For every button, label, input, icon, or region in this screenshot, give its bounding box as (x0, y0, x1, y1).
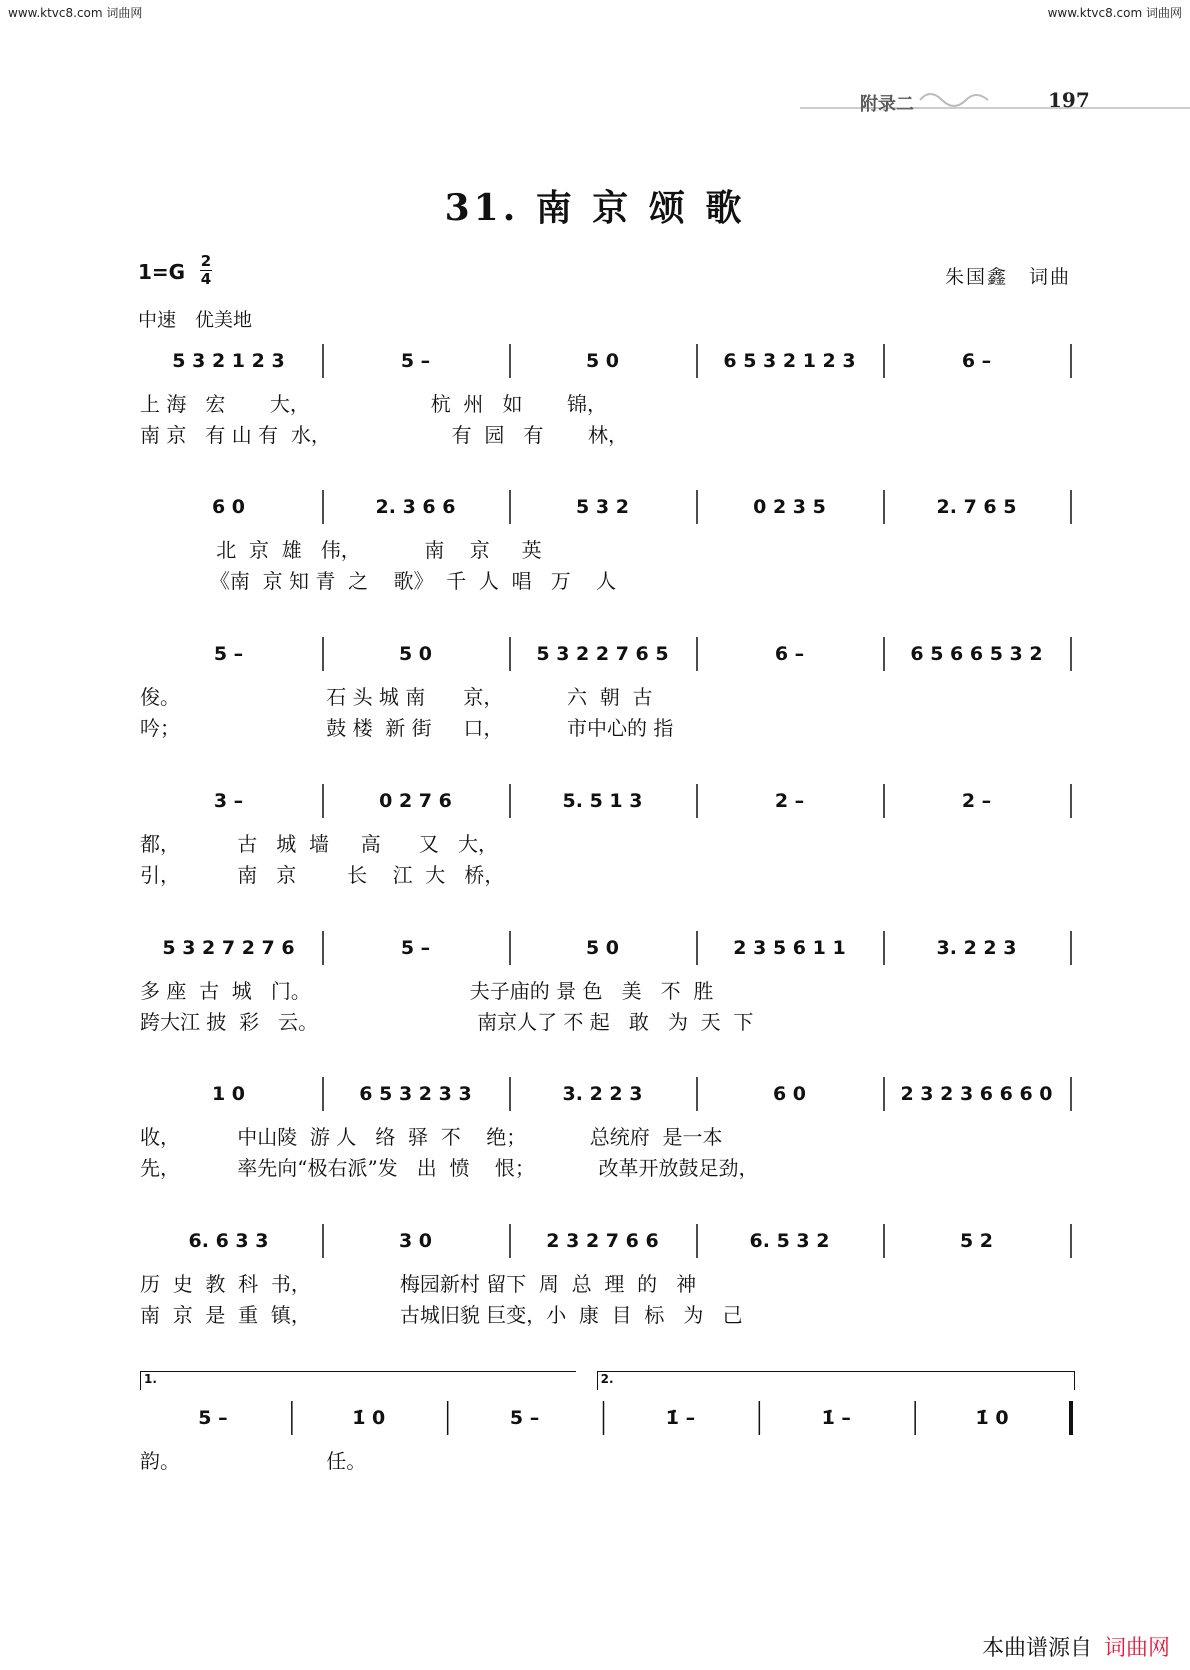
measure: 2 3 2 7 6 6 (546, 1230, 659, 1252)
measure: 5 0 (585, 937, 620, 959)
key-signature: 1=G (138, 260, 186, 284)
measure: 5 – (400, 350, 431, 372)
lyric-line-1: 都， 古 城 墙 高 又 大， (140, 832, 499, 856)
lyric-line-2: 《南 京 知 青 之 歌》 千 人 唱 万 人 (140, 569, 617, 593)
lyric-line-1: 收， 中山陵 游 人 络 驿 不 绝； 总统府 是一本 (140, 1125, 723, 1149)
lyric-line-1: 北 京 雄 伟， 南 京 英 (140, 538, 542, 562)
bar-lines (140, 486, 1075, 526)
measure: 5 2 (959, 1230, 994, 1252)
measure: 2. 3 6 6 (375, 496, 456, 518)
lyric-line-2: 南 京 是 重 镇， 古城旧貌 巨变，小 康 目 标 为 己 (140, 1303, 743, 1327)
measure: 5 – (198, 1407, 228, 1429)
measure: 6 – (774, 643, 805, 665)
footer-source: 本曲谱源自 (981, 1636, 1092, 1661)
bar-lines (140, 927, 1075, 967)
time-sig-top: 2 (200, 252, 212, 270)
volta-first: 1. (140, 1371, 576, 1390)
measure: 1 0 (211, 1083, 246, 1105)
bar-lines (140, 1073, 1075, 1113)
measure: 2. 7 6 5 (936, 496, 1017, 518)
lyric-line-2: 吟； 鼓 楼 新 街 口， 市中心的 指 (140, 716, 674, 740)
measure: 5 3 2 (576, 496, 629, 518)
measure: 3 0 (398, 1230, 433, 1252)
bar-lines (140, 780, 1075, 820)
time-signature (200, 253, 212, 288)
measure: 6. 6 3 3 (188, 1230, 269, 1252)
measure: 2 3 2 3 6 6 6 0 (900, 1083, 1053, 1105)
song-title: 31. 南 京 颂 歌 (444, 187, 746, 229)
page-number: 197 (1048, 88, 1090, 112)
tempo-marking: 中速 优美地 (138, 309, 253, 331)
footer-site: 词曲网 (1103, 1636, 1170, 1661)
measure: 6 0 (772, 1083, 807, 1105)
volta-second: 2. (597, 1371, 1075, 1390)
measure: 6 5 3 2 1 2 3 (723, 350, 856, 372)
measure: 3 – (213, 790, 244, 812)
time-sig-bottom: 4 (200, 270, 212, 288)
measure: 5. 5 1 3 (562, 790, 643, 812)
measure: 1̇ – (665, 1407, 696, 1429)
measure: 5 0 (398, 643, 433, 665)
composer-credit: 朱国鑫 词曲 (945, 266, 1072, 288)
measure: 1̇ – (821, 1407, 851, 1429)
measure: 5 – (400, 937, 431, 959)
watermark-right: www.ktvc8.com 词曲网 (1047, 6, 1182, 20)
measure: 5 3 2 2 7 6 5 (536, 643, 669, 665)
bar-lines (140, 1220, 1075, 1260)
measure: 5 0 (585, 350, 620, 372)
measure: 6. 5 3 2 (749, 1230, 830, 1252)
measure: 5 3 2 7 2 7 6 (162, 937, 295, 959)
measure: 6 0 (211, 496, 246, 518)
lyric-line-1: 多 座 古 城 门。 夫子庙的 景 色 美 不 胜 (140, 979, 714, 1003)
lyric-line-2: 跨大江 披 彩 云。 南京人了 不 起 敢 为 天 下 (140, 1010, 754, 1034)
lyric-line-2: 先， 率先向“极右派”发 出 愤 恨； 改革开放鼓足劲， (140, 1156, 759, 1180)
measure: 2 – (774, 790, 805, 812)
lyric-line-2: 引， 南 京 长 江 大 桥， (140, 863, 505, 887)
measure: 1̇ 0 (975, 1407, 1009, 1429)
measure: 5 3 2 1 2 3 (172, 350, 285, 372)
measure: 6 – (961, 350, 992, 372)
lyric-line-1: 韵。 任。 (140, 1449, 367, 1473)
lyric-line-1: 上 海 宏 大， 杭 州 如 锦， (140, 392, 608, 416)
bar-lines (140, 340, 1075, 380)
measure: 0 2 3 5 (753, 496, 826, 518)
lyric-line-1: 历 史 教 科 书， 梅园新村 留下 周 总 理 的 神 (140, 1272, 697, 1296)
bar-lines (140, 633, 1075, 673)
lyric-line-1: 俊。 石 头 城 南 京， 六 朝 古 (140, 685, 653, 709)
section-label: 附录二 (860, 94, 914, 115)
measure: 6 5 3 2 3 3 (359, 1083, 472, 1105)
measure: 0 2 7 6 (379, 790, 452, 812)
measure: 1̇ 0 (352, 1407, 386, 1429)
bar-lines (140, 1397, 1075, 1437)
ornament-line (800, 80, 1190, 120)
running-head (800, 80, 1190, 120)
watermark-left: www.ktvc8.com 词曲网 (8, 6, 143, 20)
footer-credit (982, 1631, 1170, 1662)
measure: 3. 2 2 3 (936, 937, 1017, 959)
measure: 5 – (213, 643, 244, 665)
measure: 2 – (961, 790, 992, 812)
measure: 3. 2 2 3 (562, 1083, 643, 1105)
measure: 5 – (509, 1407, 540, 1429)
lyric-line-2: 南 京 有 山 有 水， 有 园 有 林， (140, 423, 628, 447)
measure: 6 5 6 6 5 3 2 (910, 643, 1043, 665)
measure: 2 3 5 6 1 1 (733, 937, 846, 959)
